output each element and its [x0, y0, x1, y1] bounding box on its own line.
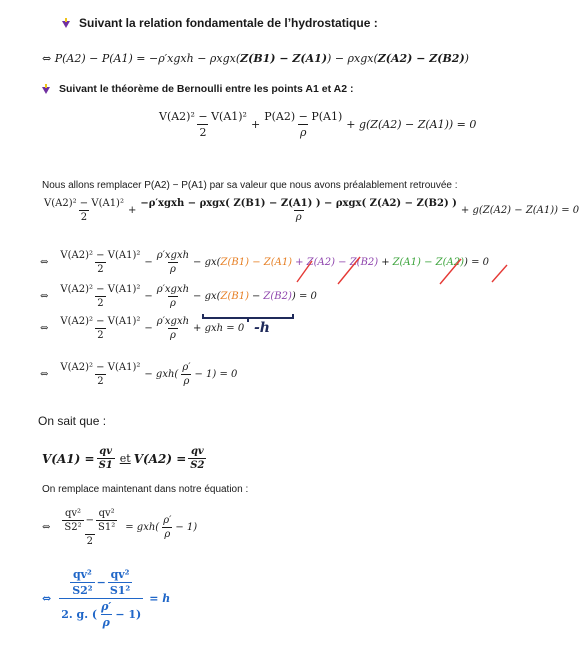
eq-text: − 1) — [175, 522, 198, 533]
operator: − — [144, 291, 153, 302]
eq-text: + g(Z(A2) − Z(A1)) = 0 — [460, 205, 580, 216]
operator: − — [144, 257, 153, 268]
fraction — [99, 600, 113, 629]
numerator: V(A2)² − V(A1)² — [60, 284, 141, 295]
fraction — [155, 284, 191, 309]
numerator: ρ′ — [163, 515, 172, 526]
denominator: 2 — [80, 212, 88, 223]
eq-text: ) = 0 — [291, 291, 317, 302]
fraction — [62, 508, 83, 533]
numerator: qv — [190, 446, 204, 457]
eq-text: P(A2) − P(A1) = −ρ′xgxh − ρxgx( — [54, 52, 241, 65]
numerator: V(A2)² − V(A1)² — [44, 198, 124, 209]
denominator: S2² — [64, 522, 82, 533]
numerator: ρ′xgxh — [156, 250, 190, 261]
numerator: ρ′ — [182, 362, 191, 373]
fraction — [58, 362, 142, 387]
fraction — [97, 446, 115, 471]
numerator: qv² — [64, 508, 82, 519]
eq-text: ) = 0 — [463, 257, 489, 268]
fraction — [108, 568, 132, 597]
eq-text: + g(Z(A2) − Z(A1)) = 0 — [346, 118, 477, 131]
numerator: ρ′xgxh — [156, 284, 190, 295]
strike-mark — [338, 257, 360, 284]
denominator: 2 — [97, 298, 104, 309]
denominator: ρ — [169, 298, 176, 309]
numerator: P(A2) − P(A1) — [264, 110, 343, 123]
denominator: S1² — [109, 584, 131, 597]
eq-term-orange: Z(B1) − Z(A1) — [220, 257, 293, 268]
denominator — [59, 598, 143, 629]
denominator: ρ — [183, 376, 190, 387]
eq-term-purple: + Z(A2) − Z(B2) — [295, 257, 379, 268]
numerator — [58, 508, 121, 534]
denominator: ρ — [164, 529, 171, 540]
eq-text: = h — [149, 592, 171, 605]
numerator: V(A2)² − V(A1)² — [159, 110, 247, 123]
numerator: qv² — [72, 568, 92, 581]
strike-mark — [492, 265, 507, 282]
numerator: ρ′xgxh — [156, 316, 190, 327]
heading-text: Suivant la relation fondamentale de l’hydrostatique : — [79, 16, 378, 30]
equation-step-2 — [40, 284, 317, 309]
denominator: 2 — [86, 536, 93, 547]
numerator — [66, 568, 136, 598]
operator: + — [381, 257, 390, 268]
fraction — [155, 316, 191, 341]
eq-text: ) — [464, 52, 469, 65]
eq-text: V(A1) = — [42, 451, 95, 466]
eq-text: + gxh = 0 — [193, 323, 245, 334]
fraction — [58, 316, 142, 341]
fraction — [58, 284, 142, 309]
eq-text: − 1) — [115, 608, 142, 621]
operator: − — [144, 323, 153, 334]
numerator: qv² — [98, 508, 115, 519]
compound-fraction — [58, 508, 121, 547]
fraction — [96, 508, 117, 533]
equivalence-arrow: ⇔ — [42, 592, 52, 605]
denominator: S1² — [98, 522, 116, 533]
equation-step-4 — [40, 362, 237, 387]
denominator: ρ — [169, 264, 176, 275]
eq-text: − gx( — [193, 291, 221, 302]
equivalence-arrow: ⇔ — [40, 323, 49, 334]
equation-final-h — [42, 568, 170, 629]
equivalence-arrow: ⇔ — [42, 52, 52, 65]
denominator: 2 — [97, 376, 104, 387]
eq-text: − gxh( — [144, 369, 179, 380]
paragraph-on-sait: On sait que : — [38, 414, 107, 428]
eq-text: 2. g. ( — [61, 608, 98, 621]
annotation-minus-h: -h — [254, 320, 270, 336]
compound-fraction — [59, 568, 143, 629]
eq-term-green: Z(A1) − Z(A2) — [392, 257, 464, 268]
operator: − — [96, 576, 106, 589]
numerator: ρ′ — [101, 600, 112, 613]
equivalence-arrow: ⇔ — [42, 522, 51, 533]
denominator: S2 — [190, 460, 205, 471]
strike-mark — [440, 259, 461, 284]
et-conjunction: et — [119, 452, 131, 465]
denominator: 2 — [199, 126, 207, 139]
eq-text: − 1) = 0 — [194, 369, 238, 380]
heading-text: Suivant le théorème de Bernoulli entre les points A1 et A2 : — [59, 83, 354, 95]
numerator: V(A2)² − V(A1)² — [60, 316, 141, 327]
denominator: ρ — [299, 126, 307, 139]
numerator: V(A2)² − V(A1)² — [60, 362, 141, 373]
equation-substituted-flow — [42, 508, 197, 547]
denominator: ρ — [295, 212, 302, 223]
eq-text: − gx( — [193, 257, 221, 268]
paragraph-replace: Nous allons remplacer P(A2) − P(A1) par sa valeur que nous avons préalablement retrouvée : — [42, 180, 458, 191]
denominator: 2 — [97, 330, 104, 341]
fraction — [161, 515, 173, 540]
numerator: V(A2)² − V(A1)² — [60, 250, 141, 261]
eq-term: Z(B1) − Z(A1) — [240, 52, 328, 65]
equation-step-3 — [40, 316, 244, 341]
denominator: S2² — [72, 584, 93, 597]
eq-term-purple: Z(B2) — [263, 291, 292, 302]
fraction — [70, 568, 94, 597]
eq-term-orange: Z(B1) — [220, 291, 250, 302]
operator: + — [250, 118, 261, 131]
fraction — [180, 362, 192, 387]
strike-mark — [297, 261, 312, 282]
equivalence-arrow: ⇔ — [40, 257, 49, 268]
paragraph-remplace: On remplace maintenant dans notre équation : — [42, 484, 249, 495]
operator: − — [252, 291, 261, 302]
equivalence-arrow: ⇔ — [40, 369, 49, 380]
operator: + — [127, 205, 137, 216]
denominator: 2 — [97, 264, 104, 275]
equivalence-arrow: ⇔ — [40, 291, 49, 302]
numerator: −ρ′xgxh − ρxgx( Z(B1) − Z(A1) ) − ρxgx( Z(A2) − Z(B2) ) — [140, 198, 457, 209]
operator: − — [85, 515, 95, 526]
denominator: S1 — [98, 460, 113, 471]
eq-text: V(A2) = — [133, 451, 187, 466]
denominator: ρ — [169, 330, 176, 341]
eq-text: = gxh( — [125, 522, 160, 533]
denominator: ρ — [102, 616, 110, 629]
numerator: qv — [99, 446, 113, 457]
eq-term: Z(A2) − Z(B2) — [377, 52, 465, 65]
fraction — [188, 446, 206, 471]
numerator: qv² — [110, 568, 130, 581]
equation-velocities — [42, 446, 208, 471]
eq-text: ) − ρxgx( — [327, 52, 378, 65]
